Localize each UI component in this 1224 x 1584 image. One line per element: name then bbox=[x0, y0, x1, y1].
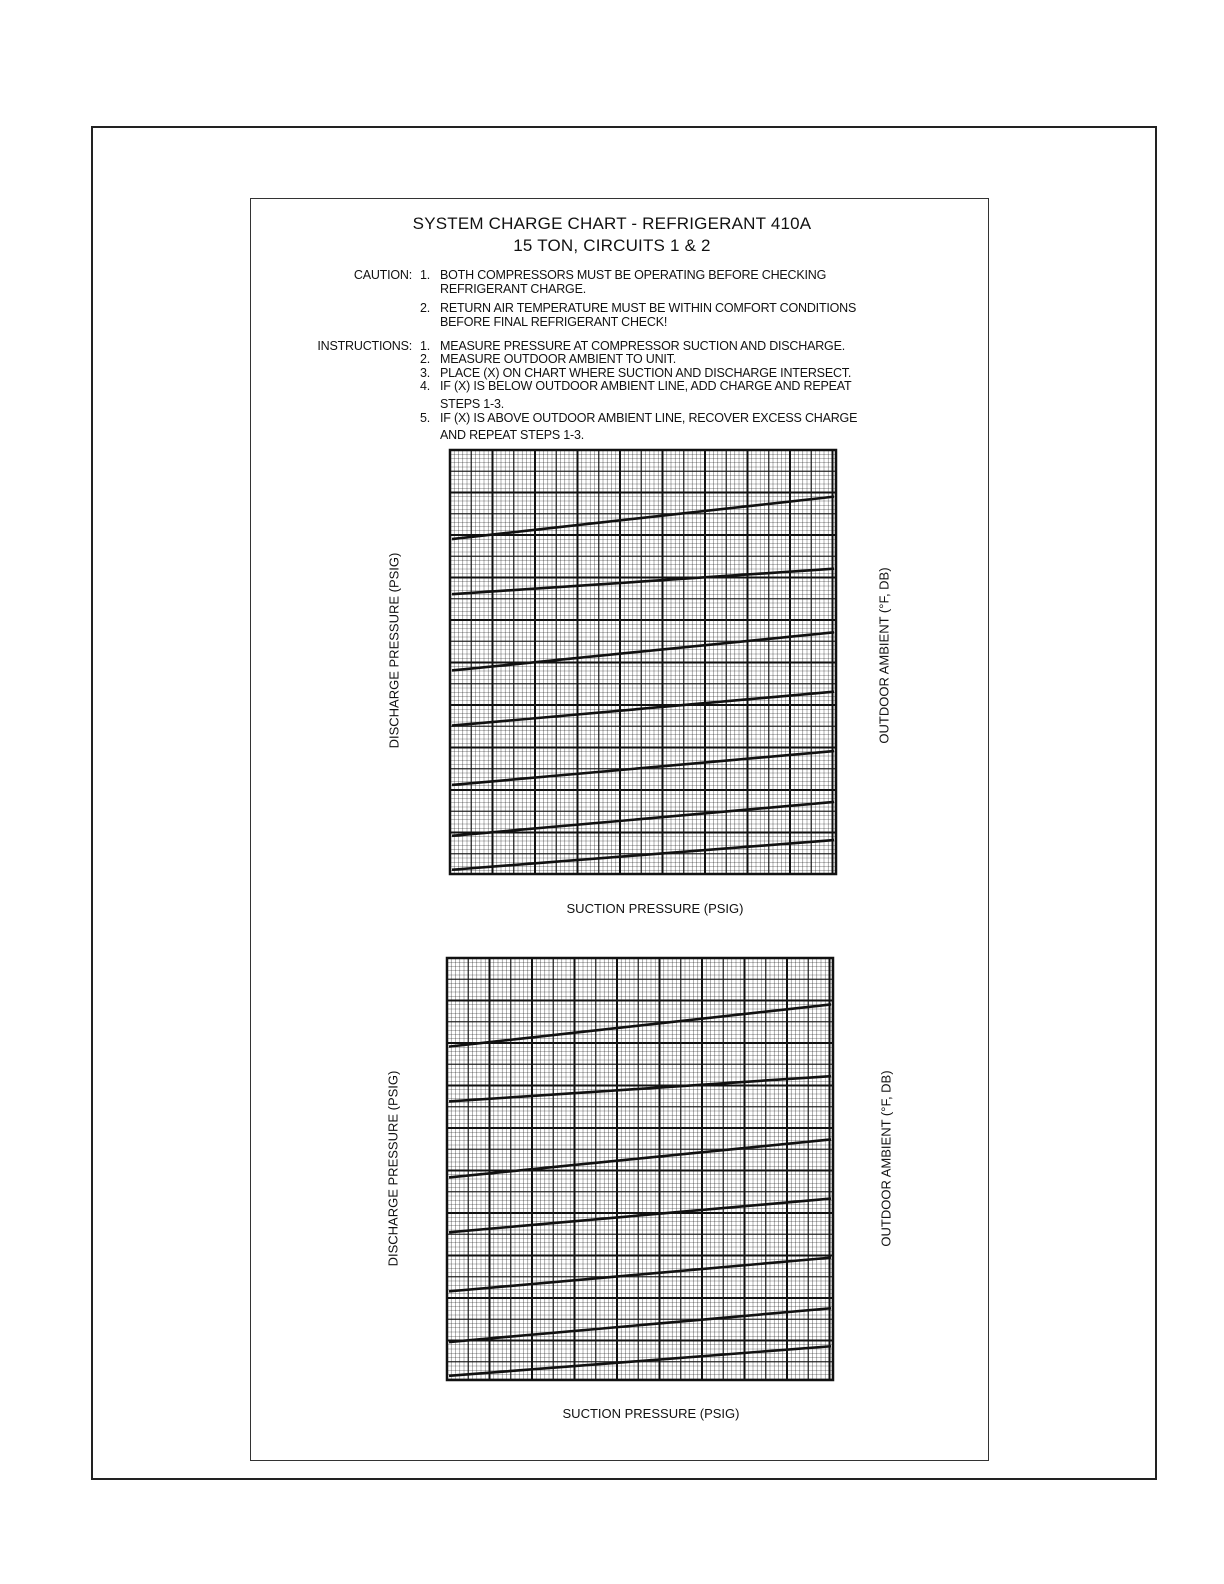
caution-label: CAUTION: bbox=[353, 268, 412, 282]
instruction-4-line-1: IF (X) IS BELOW OUTDOOR AMBIENT LINE, ADD CHARGE AND REPEAT bbox=[440, 379, 852, 393]
suction-pressure-axis-label: SUCTION PRESSURE (PSIG) bbox=[562, 1406, 740, 1421]
caution-item-2-line-2: BEFORE FINAL REFRIGERANT CHECK! bbox=[440, 315, 668, 329]
page-subtitle: 15 TON, CIRCUITS 1 & 2 bbox=[513, 236, 711, 255]
instruction-4-number: 4. bbox=[419, 379, 430, 393]
instruction-2-line-1: MEASURE OUTDOOR AMBIENT TO UNIT. bbox=[440, 352, 676, 366]
charge-chart-grid bbox=[450, 450, 836, 874]
charge-chart-grid bbox=[447, 958, 833, 1380]
instruction-5-line-1: IF (X) IS ABOVE OUTDOOR AMBIENT LINE, RECOVER EXCESS CHARGE bbox=[440, 411, 858, 425]
discharge-pressure-axis-label: DISCHARGE PRESSURE (PSIG) bbox=[385, 1070, 401, 1267]
instruction-5-number: 5. bbox=[419, 411, 430, 425]
instruction-4-line-2: STEPS 1-3. bbox=[440, 397, 504, 411]
page-title: SYSTEM CHARGE CHART - REFRIGERANT 410A bbox=[412, 214, 812, 233]
caution-item-2-line-1: RETURN AIR TEMPERATURE MUST BE WITHIN COMFORT CONDITIONS bbox=[440, 301, 857, 315]
instructions-label: INSTRUCTIONS: bbox=[317, 339, 412, 353]
instruction-2-number: 2. bbox=[419, 352, 430, 366]
instruction-3-line-1: PLACE (X) ON CHART WHERE SUCTION AND DISCHARGE INTERSECT. bbox=[440, 366, 852, 380]
suction-pressure-axis-label: SUCTION PRESSURE (PSIG) bbox=[566, 901, 744, 916]
instruction-1-line-1: MEASURE PRESSURE AT COMPRESSOR SUCTION AND DISCHARGE. bbox=[440, 339, 845, 353]
instruction-3-number: 3. bbox=[419, 366, 430, 380]
discharge-pressure-axis-label: DISCHARGE PRESSURE (PSIG) bbox=[386, 552, 402, 749]
caution-item-1-number: 1. bbox=[419, 268, 430, 282]
outdoor-ambient-axis-label: OUTDOOR AMBIENT (°F, DB) bbox=[878, 1070, 894, 1247]
outdoor-ambient-axis-label: OUTDOOR AMBIENT (°F, DB) bbox=[876, 567, 892, 744]
instruction-1-number: 1. bbox=[419, 339, 430, 353]
caution-item-2-number: 2. bbox=[419, 301, 430, 315]
caution-item-1-line-2: REFRIGERANT CHARGE. bbox=[440, 282, 586, 296]
instruction-5-line-2: AND REPEAT STEPS 1-3. bbox=[440, 428, 584, 442]
caution-item-1-line-1: BOTH COMPRESSORS MUST BE OPERATING BEFORE CHECKING bbox=[440, 268, 827, 282]
